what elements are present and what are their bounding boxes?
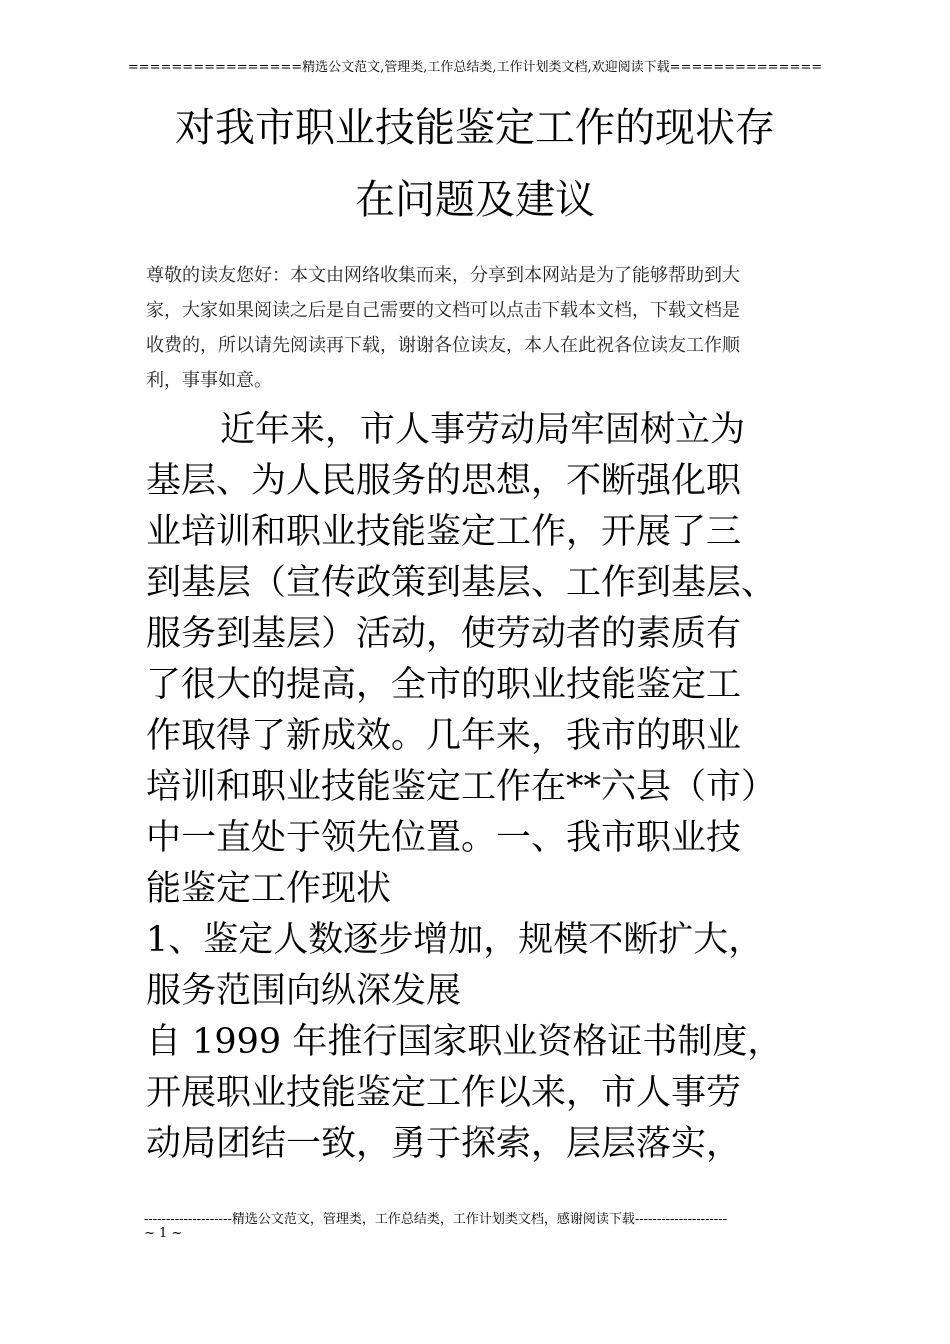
body-line: 作取得了新成效。几年来，我市的职业 — [146, 716, 742, 756]
page-number: ~ 1 ~ — [144, 1226, 183, 1241]
body-line: 基层、为人民服务的思想，不断强化职 — [146, 461, 742, 501]
body-line: 培训和职业技能鉴定工作在**六县（市） — [146, 767, 777, 807]
notice-line: 利，事事如意。 — [146, 370, 272, 391]
reader-notice — [146, 258, 806, 398]
document-title-line-1: 对我市职业技能鉴定工作的现状存 — [175, 105, 775, 151]
body-line: 近年来，市人事劳动局牢固树立为 — [220, 410, 746, 450]
notice-line: 家，大家如果阅读之后是自己需要的文档可以点击下载本文档，下载文档是 — [146, 300, 740, 321]
document-title-line-2: 在问题及建议 — [355, 177, 595, 223]
notice-line: 尊敬的读友您好：本文由网络收集而来，分享到本网站是为了能够帮助到大 — [146, 265, 740, 286]
body-line: 业培训和职业技能鉴定工作，开展了三 — [146, 512, 742, 552]
document-body — [146, 405, 826, 1170]
body-line: 了很大的提高，全市的职业技能鉴定工 — [146, 665, 742, 705]
section-heading: 1、鉴定人数逐步增加，规模不断扩大， — [146, 920, 764, 960]
page-footer: --------------------精选公文范文，管理类，工作总结类，工作计划类文档，感谢阅读下载--------------------- — [144, 1212, 728, 1227]
body-line: 开展职业技能鉴定工作以来，市人事劳 — [146, 1073, 742, 1113]
body-line: 到基层（宣传政策到基层、工作到基层、 — [146, 563, 777, 603]
body-line: 服务到基层）活动，使劳动者的素质有 — [146, 614, 742, 654]
body-line: 中一直处于领先位置。一、我市职业技 — [146, 818, 742, 858]
section-heading: 服务范围向纵深发展 — [146, 971, 462, 1011]
body-line: 动局团结一致，勇于探索，层层落实， — [146, 1124, 742, 1164]
body-line: 自 1999 年推行国家职业资格证书制度， — [146, 1022, 783, 1062]
notice-line: 收费的，所以请先阅读再下载，谢谢各位读友，本人在此祝各位读友工作顺 — [146, 335, 740, 356]
page-header: ================精选公文范文,管理类,工作总结类,工作计划类文档,欢迎阅读下载============== — [127, 60, 823, 75]
body-line: 能鉴定工作现状 — [146, 869, 392, 909]
